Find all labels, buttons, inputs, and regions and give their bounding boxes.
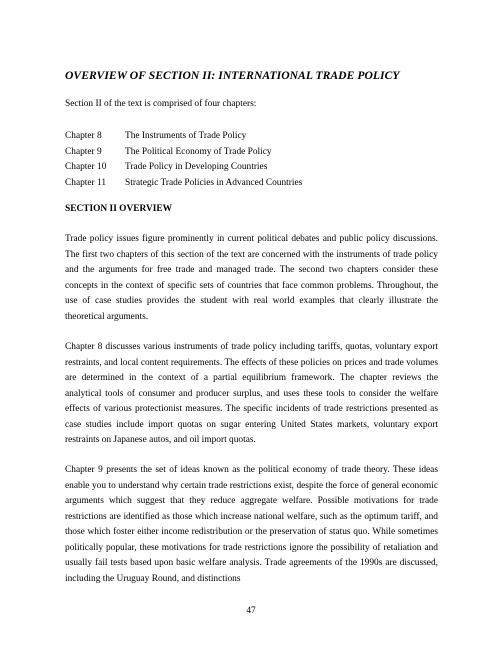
intro-text: Section II of the text is comprised of four chapters: — [65, 99, 257, 109]
page-title: OVERVIEW OF SECTION II: INTERNATIONAL TRADE POLICY — [65, 69, 400, 82]
section-heading: SECTION II OVERVIEW — [65, 204, 172, 214]
chapter-title: The Political Economy of Trade Policy — [125, 146, 272, 157]
chapter-number: Chapter 11 — [65, 177, 107, 188]
chapter-title: The Instruments of Trade Policy — [125, 131, 247, 141]
body-paragraph: Trade policy issues figure prominently in current political debates and public policy discussions. The first two chapters of this section of the text are concerned with the instruments of trade policy and the arguments for free trade and managed trade. The second two chapters consider these concepts in the context of specific sets of countries that face common problems. Throughout, the use of case studies provides the student with real world examples that clearly illustrate the theoretical arguments. — [65, 234, 438, 322]
body-paragraph: Chapter 9 presents the set of ideas known as the political economy of trade theory. These ideas enable you to understand why certain trade restrictions exist, despite the force of general economic arguments which suggest that they reduce aggregate welfare. Possible motivations for trade restrictions are identified as those which increase national welfare, such as the optimum tariff, and those which foster either income redistribution or the preservation of status quo. While sometimes politically popular, these motivations for trade restrictions ignore the possibility of retaliation and usually fail tests based upon basic welfare analysis. Trade agreements of the 1990s are discussed, including the Uruguay Round, and distinctions — [65, 465, 438, 584]
chapter-list — [65, 129, 445, 191]
page-number: 47 — [246, 606, 256, 616]
chapter-item — [65, 176, 445, 192]
chapter-title: Strategic Trade Policies in Advanced Countries — [125, 177, 303, 188]
chapter-number: Chapter 8 — [65, 131, 102, 141]
chapter-item — [65, 145, 445, 161]
chapter-number: Chapter 10 — [65, 162, 107, 172]
chapter-title: Trade Policy in Developing Countries — [125, 162, 268, 172]
chapter-item — [65, 129, 445, 145]
chapter-item — [65, 160, 445, 176]
chapter-number: Chapter 9 — [65, 146, 102, 157]
body-paragraph: Chapter 8 discusses various instruments of trade policy including tariffs, quotas, voluntary export restraints, and local content requirements. The effects of these policies on prices and trade volumes are determined in the context of a partial equilibrium framework. The chapter reviews the analytical tools of consumer and producer surplus, and uses these tools to consider the welfare effects of various protectionist measures. The specific incidents of trade restrictions presented as case studies include import quotas on sugar entering United States markets, voluntary export restraints on Japanese autos, and oil import quotas. — [65, 342, 438, 445]
